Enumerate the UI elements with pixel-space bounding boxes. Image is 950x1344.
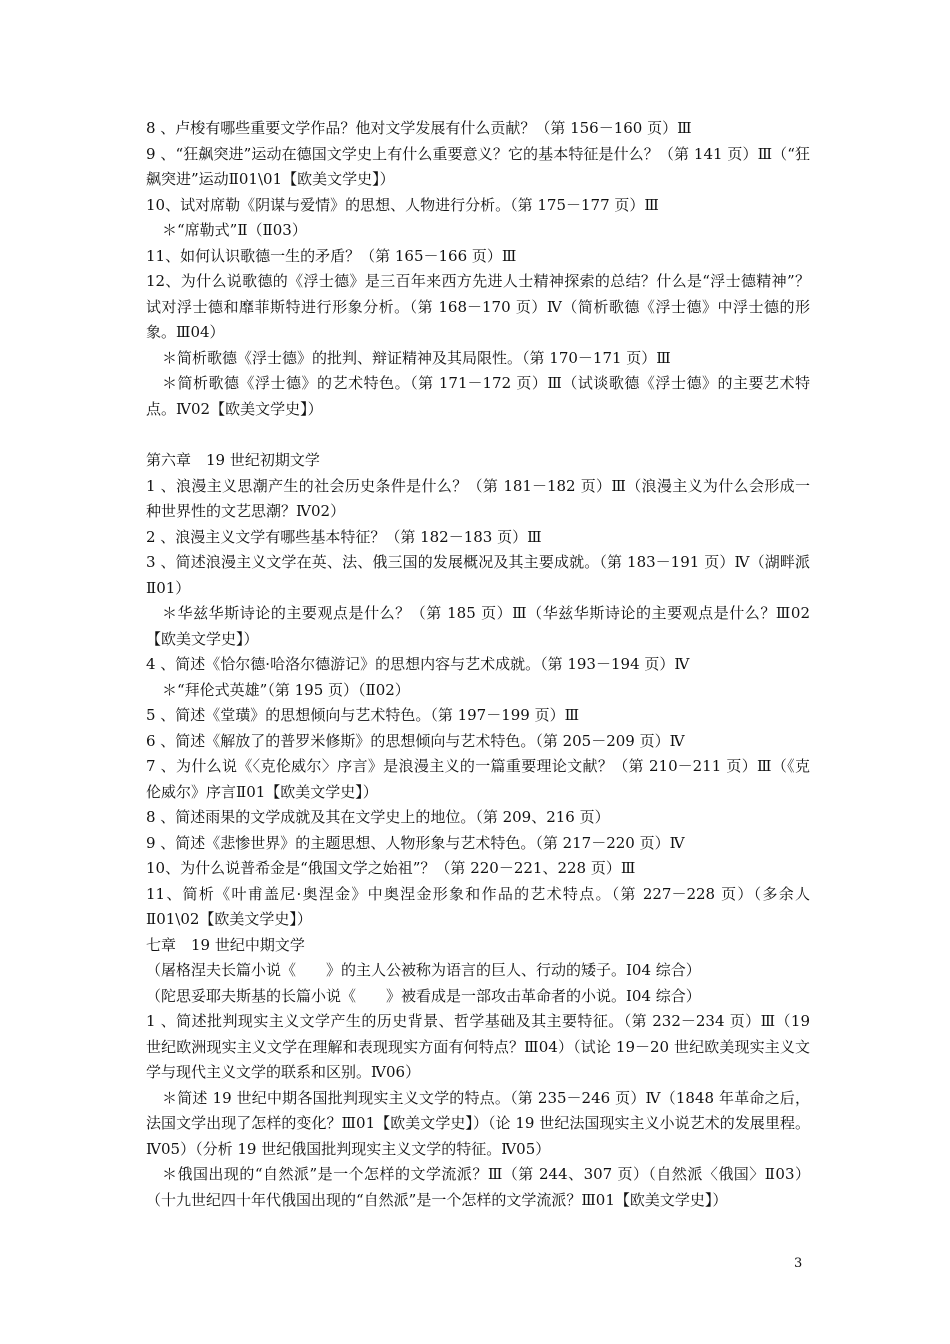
sub-question-item: ＊“拜伦式英雄”（第 195 页）（Ⅱ02） bbox=[162, 680, 410, 699]
question-item: 3 、简述浪漫主义文学在英、法、俄三国的发展概况及其主要成就。（第 183－191 页）Ⅳ（湖畔派Ⅱ01） bbox=[146, 553, 810, 597]
question-item: 1 、浪漫主义思潮产生的社会历史条件是什么？（第 181－182 页）Ⅲ（浪漫主义为什么会形成一种世界性的文艺思潮？Ⅳ02） bbox=[146, 476, 810, 520]
question-item: 10、试对席勒《阴谋与爱情》的思想、人物进行分析。（第 175－177 页）Ⅲ bbox=[146, 195, 659, 214]
blank-line bbox=[146, 422, 810, 448]
sub-question-item: ＊简析歌德《浮士德》的批判、辩证精神及其局限性。（第 170－171 页）Ⅲ bbox=[162, 348, 671, 367]
question-item: 2 、浪漫主义文学有哪些基本特征？（第 182－183 页）Ⅲ bbox=[146, 527, 542, 546]
question-item: 4 、简述《恰尔德·哈洛尔德游记》的思想内容与艺术成就。（第 193－194 页）Ⅳ bbox=[146, 655, 690, 673]
question-item: 1 、简述批判现实主义文学产生的历史背景、哲学基础及其主要特征。（第 232－234 页）Ⅲ（19 世纪欧洲现实主义文学在理解和表现现实方面有何特点？Ⅲ04）（试论 19－20 世纪欧美现实主义文学与现代主义文学的联系和区别。Ⅳ06） bbox=[146, 1012, 810, 1081]
question-item: 9 、简述《悲惨世界》的主题思想、人物形象与艺术特色。（第 217－220 页）Ⅳ bbox=[146, 833, 685, 852]
page-body bbox=[146, 116, 810, 1213]
question-item: 8 、卢梭有哪些重要文学作品？他对文学发展有什么贡献？（第 156－160 页）Ⅲ bbox=[146, 119, 692, 137]
question-item: 12、为什么说歌德的《浮士德》是三百年来西方先进人士精神探索的总结？什么是“浮士德精神”？试对浮士德和靡菲斯特进行形象分析。（第 168－170 页）Ⅳ（简析歌德《浮士德》中浮士德的形象。Ⅲ04） bbox=[146, 272, 810, 341]
chapter-heading: 七章 19 世纪中期文学 bbox=[146, 935, 305, 954]
page-number: 3 bbox=[794, 1256, 803, 1271]
question-item: 10、为什么说普希金是“俄国文学之始祖”？（第 220－221、228 页）Ⅲ bbox=[146, 859, 636, 877]
fill-blank-item: （屠格涅夫长篇小说《 》的主人公被称为语言的巨人、行动的矮子。Ⅰ04 综合） bbox=[146, 961, 701, 979]
sub-question-item: ＊华兹华斯诗论的主要观点是什么？（第 185 页）Ⅲ（华兹华斯诗论的主要观点是什么？Ⅲ02【欧美文学史】） bbox=[146, 604, 810, 648]
sub-question-item: ＊俄国出现的“自然派”是一个怎样的文学流派？Ⅲ（第 244、307 页）（自然派〈俄国〉Ⅱ03）（十九世纪四十年代俄国出现的“自然派”是一个怎样的文学流派？Ⅲ01【欧美文学史】） bbox=[146, 1165, 810, 1209]
question-item: 11、如何认识歌德一生的矛盾？（第 165－166 页）Ⅲ bbox=[146, 246, 517, 265]
sub-question-item: ＊“席勒式”Ⅱ（Ⅱ03） bbox=[162, 221, 307, 239]
question-item: 5 、简述《堂璜》的思想倾向与艺术特色。（第 197－199 页）Ⅲ bbox=[146, 706, 580, 724]
question-item: 7 、为什么说《〈克伦威尔〉序言》是浪漫主义的一篇重要理论文献？（第 210－211 页）Ⅲ（《克伦威尔》序言Ⅱ01【欧美文学史】） bbox=[146, 757, 810, 801]
fill-blank-item: （陀思妥耶夫斯基的长篇小说《 》被看成是一部攻击革命者的小说。Ⅰ04 综合） bbox=[146, 986, 701, 1005]
sub-question-item: ＊简析歌德《浮士德》的艺术特色。（第 171－172 页）Ⅲ（试谈歌德《浮士德》的主要艺术特点。Ⅳ02【欧美文学史】） bbox=[146, 374, 810, 418]
question-item: 6 、简述《解放了的普罗米修斯》的思想倾向与艺术特色。（第 205－209 页）Ⅳ bbox=[146, 731, 685, 750]
chapter-heading: 第六章 19 世纪初期文学 bbox=[146, 451, 320, 469]
question-item: 8 、简述雨果的文学成就及其在文学史上的地位。（第 209、216 页） bbox=[146, 808, 610, 826]
sub-question-item: ＊简述 19 世纪中期各国批判现实主义文学的特点。（第 235－246 页）Ⅳ（1848 年革命之后，法国文学出现了怎样的变化？Ⅲ01【欧美文学史】）（论 19 世纪法国现实主义小说艺术的发展里程。Ⅳ05）（分析 19 世纪俄国批判现实主义文学的特征。Ⅳ05） bbox=[146, 1088, 810, 1158]
question-item: 11、简析《叶甫盖尼·奥涅金》中奥涅金形象和作品的艺术特点。（第 227－228 页）（多余人Ⅱ01\02【欧美文学史】） bbox=[146, 884, 810, 928]
question-item: 9 、“狂飙突进”运动在德国文学史上有什么重要意义？它的基本特征是什么？（第 141 页）Ⅲ（“狂飙突进”运动Ⅱ01\01【欧美文学史】） bbox=[146, 144, 810, 188]
